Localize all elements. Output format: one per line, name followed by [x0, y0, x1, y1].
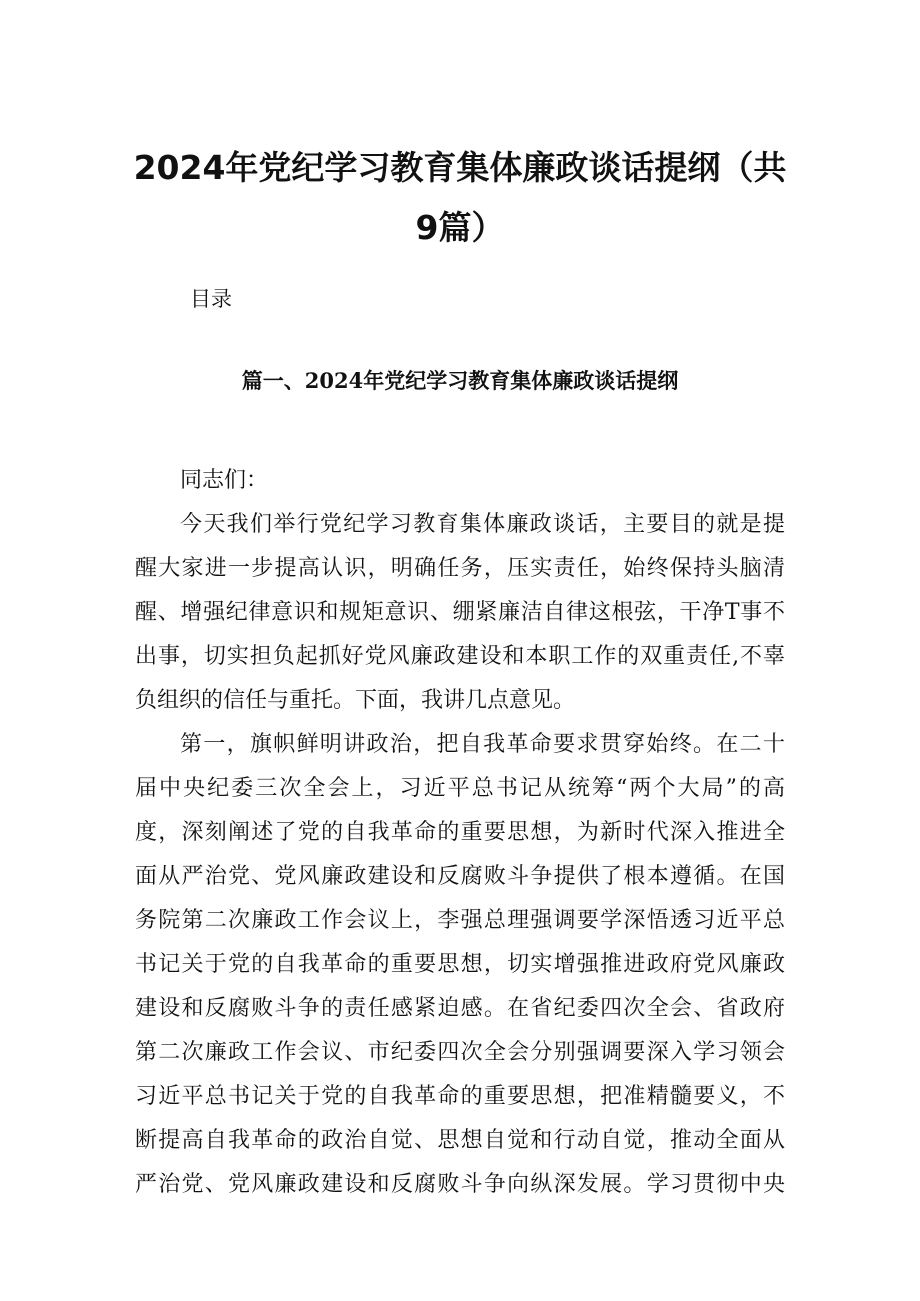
toc-label: 目录: [190, 287, 232, 311]
paragraph-line: 负组织的信任与重托。下面，我讲几点意见。: [135, 688, 576, 713]
paragraph-line: 出事，切实担负起抓好党风廉政建设和本职工作的双重责任,不辜: [135, 644, 785, 669]
paragraph-line: 习近平总书记关于党的自我革命的重要思想，把准精髓要义，不: [135, 1084, 785, 1109]
section-heading: 篇一、2024年党纪学习教育集体廉政谈话提纲: [241, 368, 679, 393]
paragraph-line: 第一，旗帜鲜明讲政治，把自我革命要求贯穿始终。在二十: [180, 732, 785, 757]
document-title-line-2: 9篇）: [415, 208, 505, 247]
paragraph-line: 届中央纪委三次全会上，习近平总书记从统筹“两个大局”的高: [135, 776, 785, 801]
paragraph-line: 建设和反腐败斗争的责任感紧迫感。在省纪委四次全会、省政府: [135, 996, 785, 1021]
paragraph-line: 严治党、党风廉政建设和反腐败斗争向纵深发展。学习贯彻中央: [135, 1172, 785, 1197]
paragraph-line: 今天我们举行党纪学习教育集体廉政谈话，主要目的就是提: [180, 512, 785, 537]
paragraph-line: 务院第二次廉政工作会议上，李强总理强调要学深悟透习近平总: [135, 908, 785, 933]
paragraph-line: 书记关于党的自我革命的重要思想，切实增强推进政府党风廉政: [135, 952, 785, 977]
paragraph-line: 醒、增强纪律意识和规矩意识、绷紧廉洁自律这根弦，干净T事不: [135, 600, 785, 625]
salutation: 同志们：: [180, 468, 269, 493]
paragraph-line: 度，深刻阐述了党的自我革命的重要思想，为新时代深入推进全: [135, 820, 785, 845]
document-title-line-1: 2024年党纪学习教育集体廉政谈话提纲（共: [133, 148, 787, 187]
paragraph-line: 面从严治党、党风廉政建设和反腐败斗争提供了根本遵循。在国: [135, 864, 785, 889]
paragraph-line: 醒大家进一步提高认识，明确任务，压实责任，始终保持头脑清: [135, 556, 785, 581]
paragraph-line: 第二次廉政工作会议、市纪委四次全会分别强调要深入学习领会: [135, 1040, 785, 1065]
paragraph-line: 断提高自我革命的政治自觉、思想自觉和行动自觉，推动全面从: [135, 1128, 785, 1153]
